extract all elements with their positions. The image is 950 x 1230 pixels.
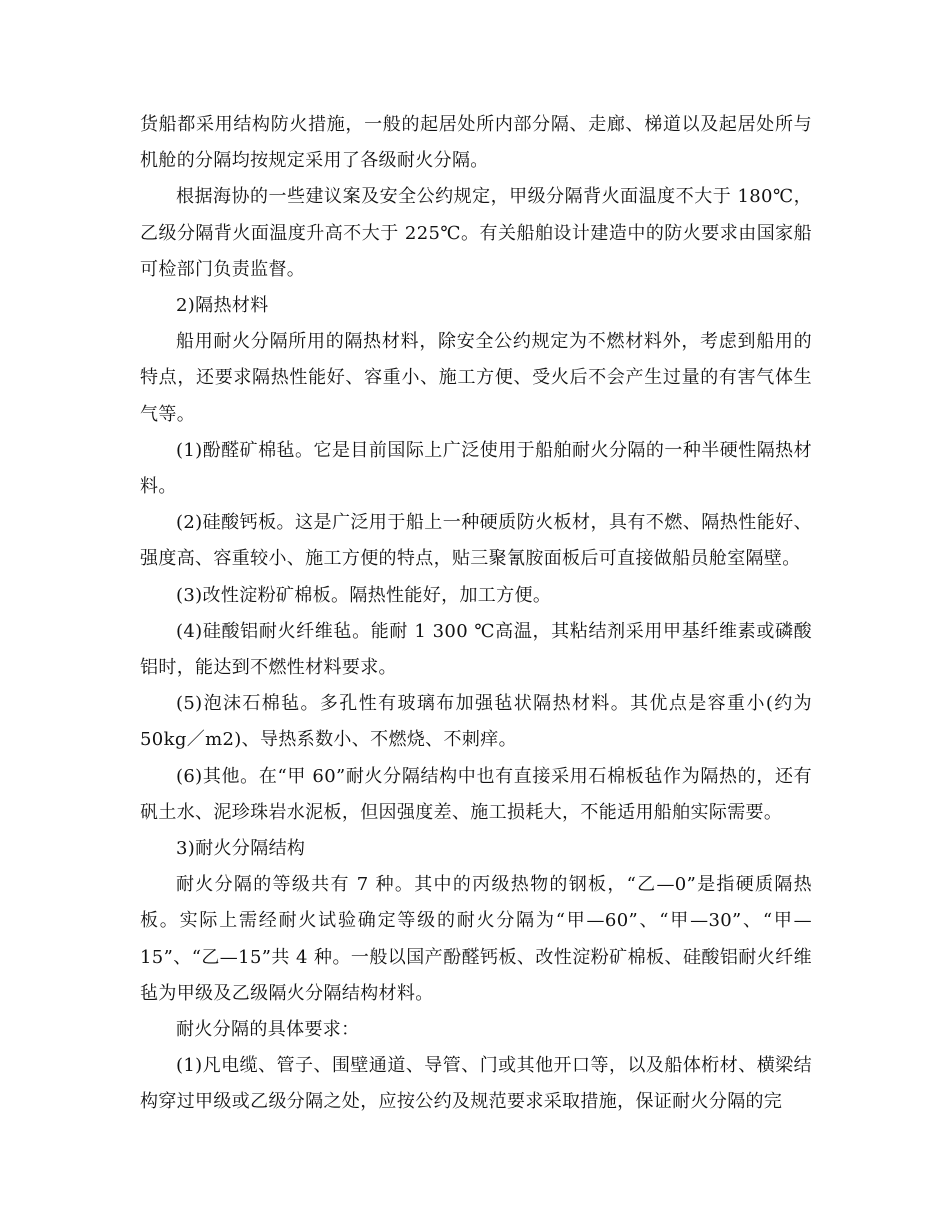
list-item: (6)其他。在“甲 60”耐火分隔结构中也有直接采用石棉板毡作为隔热的，还有矾土水、泥珍珠岩水泥板，但因强度差、施工损耗大，不能适用船舶实际需要。 bbox=[140, 765, 812, 823]
paragraph: 货船都采用结构防火措施，一般的起居处所内部分隔、走廊、梯道以及起居处所与机舱的分隔均按规定采用了各级耐火分隔。 bbox=[140, 114, 812, 172]
paragraph: 耐火分隔的等级共有 7 种。其中的丙级热物的钢板，“乙—0”是指硬质隔热板。实际上需经耐火试验确定等级的耐火分隔为“甲—60”、“甲—30”、“甲—15”、“乙—15”共 4 种。一般以国产酚醛钙板、改性淀粉矿棉板、硅酸铝耐火纤维毡为甲级及乙级隔火分隔结构材料。 bbox=[140, 874, 812, 1004]
document-body bbox=[140, 107, 812, 1121]
list-item: (5)泡沫石棉毡。多孔性有玻璃布加强毡状隔热材料。其优点是容重小(约为 50kg／m2)、导热系数小、不燃烧、不刺痒。 bbox=[140, 693, 812, 751]
list-item: (1)凡电缆、管子、围壁通道、导管、门或其他开口等，以及船体桁材、横梁结构穿过甲级或乙级分隔之处，应按公约及规范要求采取措施，保证耐火分隔的完 bbox=[140, 1055, 812, 1113]
list-item: (1)酚醛矿棉毡。它是目前国际上广泛使用于船舶耐火分隔的一种半硬性隔热材料。 bbox=[140, 439, 812, 498]
section-heading: 3)耐火分隔结构 bbox=[176, 838, 306, 860]
paragraph: 耐火分隔的具体要求： bbox=[176, 1019, 360, 1041]
paragraph: 根据海协的一些建议案及安全公约规定，甲级分隔背火面温度不大于 180℃，乙级分隔背火面温度升高不大于 225℃。有关船舶设计建造中的防火要求由国家船可检部门负责监督。 bbox=[140, 186, 812, 280]
section-heading: 2)隔热材料 bbox=[176, 295, 269, 317]
list-item: (3)改性淀粉矿棉板。隔热性能好，加工方便。 bbox=[176, 584, 552, 606]
paragraph: 船用耐火分隔所用的隔热材料，除安全公约规定为不燃材料外，考虑到船用的特点，还要求隔热性能好、容重小、施工方便、受火后不会产生过量的有害气体生气等。 bbox=[140, 331, 812, 425]
list-item: (2)硅酸钙板。这是广泛用于船上一种硬质防火板材，具有不燃、隔热性能好、强度高、容重较小、施工方便的特点，贴三聚氰胺面板后可直接做船员舱室隔壁。 bbox=[140, 512, 812, 570]
list-item: (4)硅酸铝耐火纤维毡。能耐 1 300 ℃高温，其粘结剂采用甲基纤维素或磷酸铝时，能达到不燃性材料要求。 bbox=[140, 620, 812, 679]
